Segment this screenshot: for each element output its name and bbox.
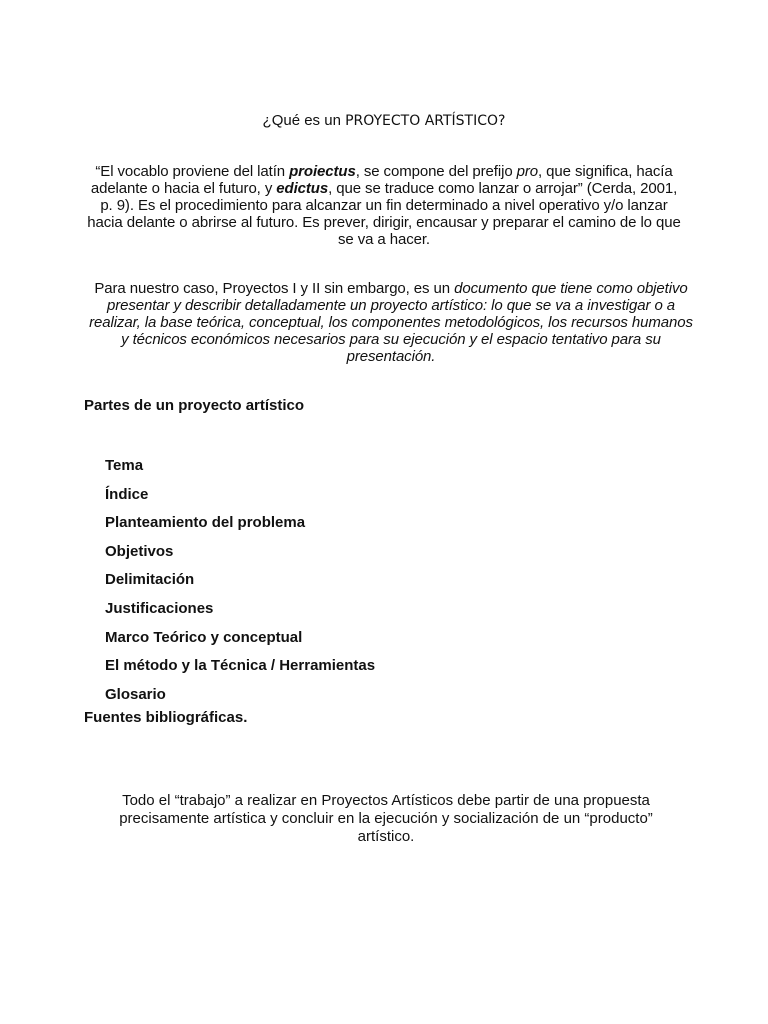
- list-item: Glosario: [105, 685, 166, 703]
- quote-term-edictus: edictus: [276, 180, 329, 197]
- list-item: Marco Teórico y conceptual: [105, 628, 303, 646]
- page-title: [0, 111, 768, 131]
- parts-list: [105, 452, 375, 709]
- context-paragraph: [84, 280, 698, 365]
- sources-label: Fuentes bibliográficas.: [84, 709, 248, 726]
- list-item: Tema: [105, 457, 144, 474]
- parts-heading: Partes de un proyecto artístico: [84, 397, 305, 414]
- quote-term-pro: pro: [516, 163, 539, 180]
- quote-text-1: “El vocablo proviene del latín: [95, 163, 290, 180]
- list-item: El método y la Técnica / Herramientas: [105, 657, 376, 675]
- context-plain-text: Para nuestro caso, Proyectos I y II sin embargo, es un: [94, 280, 455, 297]
- list-item: Objetivos: [105, 542, 174, 560]
- context-italic-text: documento que tiene como objetivo presentar y describir detalladamente un proyecto artístico: lo que se va a investigar o a realizar, la base teórica, conceptual, los componentes metodológicos, los recursos humanos y técnicos económicos necesarios para su ejecución y el espacio tentativo para su presentación.: [89, 280, 693, 365]
- list-item: Delimitación: [105, 571, 195, 589]
- definition-quote: [84, 163, 684, 248]
- closing-paragraph: Todo el “trabajo” a realizar en Proyectos Artísticos debe partir de una propuesta precisamente artística y concluir en la ejecución y socialización de un “producto” artístico.: [119, 792, 653, 845]
- quote-text-4: , que se traduce como lanzar o arrojar” (Cerda, 2001, p. 9). Es el procedimiento para alcanzar un fin determinado a nivel operativo y/o lanzar hacia delante o abrirse al futuro. Es prever, dirigir, encausar y preparar el camino de lo que se va a hacer.: [87, 180, 681, 248]
- quote-term-proiectus: proiectus: [289, 163, 356, 180]
- quote-text-3: , que significa, hacía adelante o hacia el futuro, y: [90, 163, 673, 197]
- title-highlight: PROYECTO ARTÍSTICO?: [345, 113, 506, 129]
- list-item: Justificaciones: [105, 599, 214, 617]
- list-item: Índice: [105, 485, 149, 503]
- title-prefix: ¿Qué es un: [262, 112, 346, 129]
- quote-text-2: , se compone del prefijo: [355, 163, 517, 180]
- list-item: Planteamiento del problema: [105, 514, 306, 532]
